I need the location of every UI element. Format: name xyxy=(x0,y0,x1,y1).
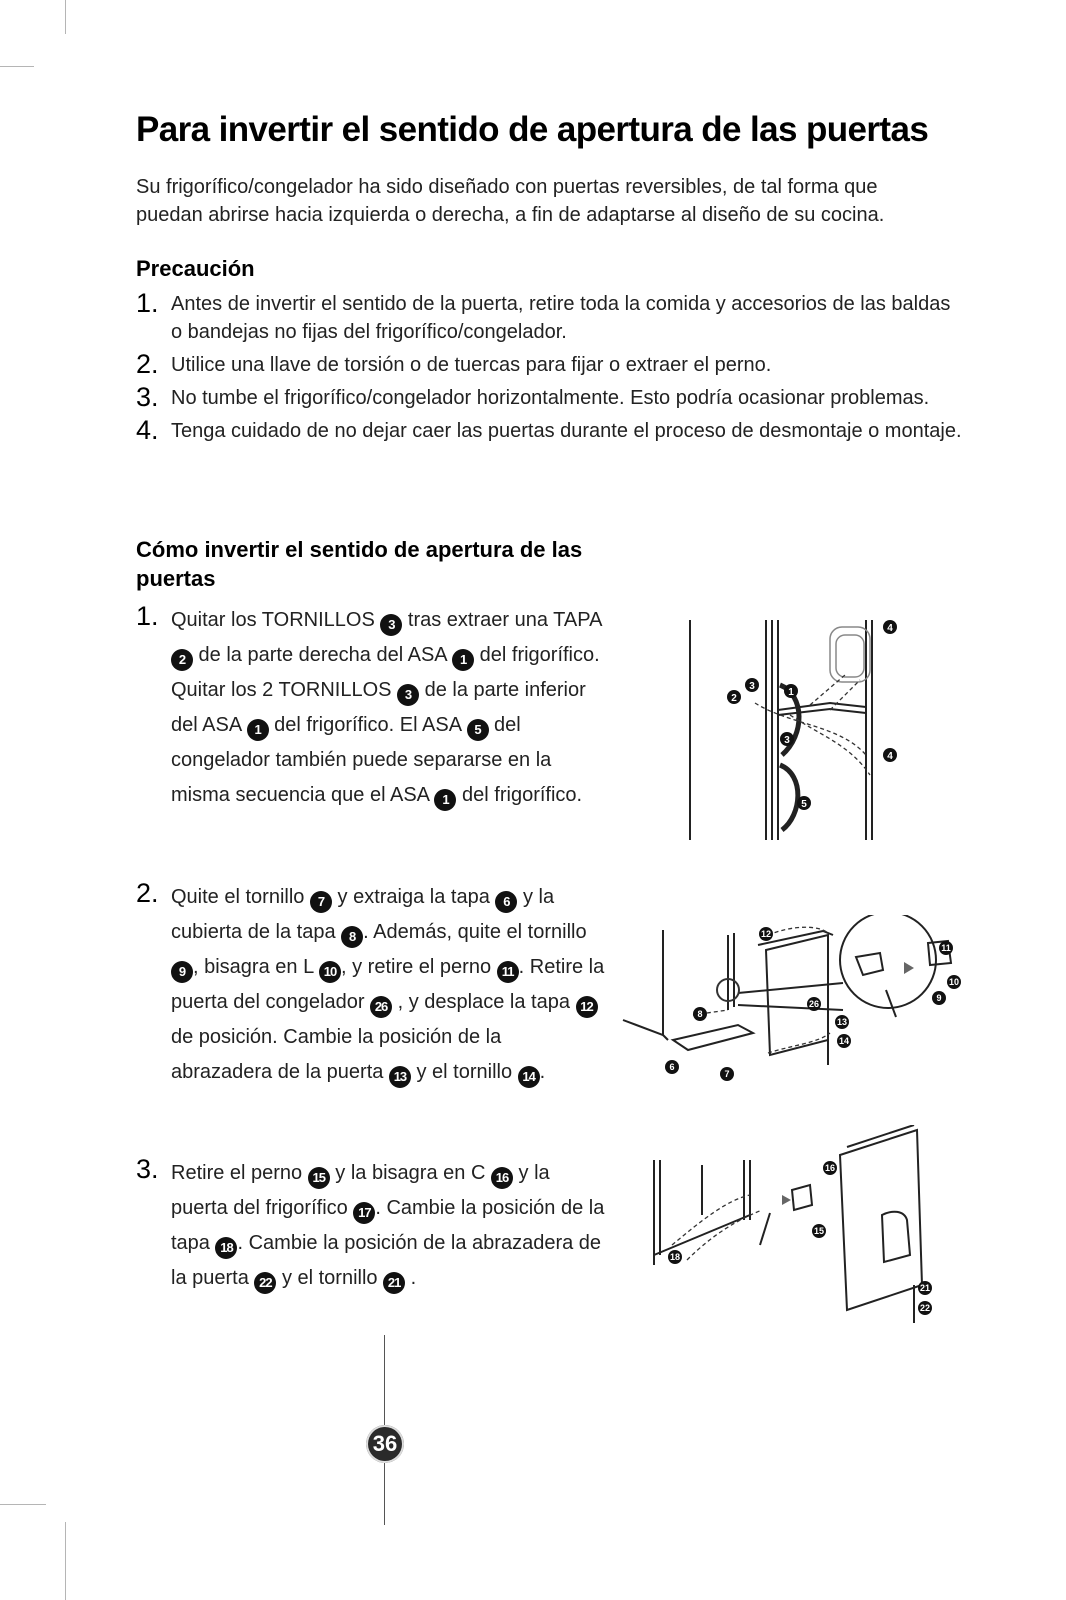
crop-mark xyxy=(0,1504,46,1505)
callout-label: 8 xyxy=(697,1009,703,1019)
callout-label: 22 xyxy=(919,1303,931,1313)
part-marker: 12 xyxy=(576,996,598,1018)
step-number: 1. xyxy=(136,601,159,631)
callout-label: 12 xyxy=(760,929,772,939)
caution-item xyxy=(136,417,966,445)
callout-label: 11 xyxy=(941,943,951,953)
item-text: Tenga cuidado de no dejar caer las puertas durante el proceso de desmontaje o montaje. xyxy=(171,420,962,442)
intro-paragraph: Su frigorífico/congelador ha sido diseñado con puertas reversibles, de tal forma que puedan abrirse hacia izquierda o derecha, a fin de adaptarse al diseño de su cocina. xyxy=(136,176,885,226)
part-marker: 1 xyxy=(434,789,456,811)
callout-label: 9 xyxy=(936,993,942,1003)
part-marker: 22 xyxy=(254,1272,276,1294)
part-marker: 14 xyxy=(518,1066,540,1088)
callout-label: 7 xyxy=(724,1069,730,1079)
part-marker: 10 xyxy=(319,961,341,983)
step-3 xyxy=(136,1156,606,1296)
part-marker: 21 xyxy=(383,1272,405,1294)
callout-label: 10 xyxy=(948,977,960,987)
part-marker: 3 xyxy=(380,614,402,636)
callout-label: 15 xyxy=(813,1226,825,1236)
step-text: Quite el tornillo 7 y extraiga la tapa 6 y la cubierta de la tapa 8 . Además, quite el tornillo 9 , bisagra en L 10 , y retire el perno 11 . Retire la puerta del congelador 26 , y desplace la tapa 12 de posición. Cambie la posición de la abrazadera de la puerta 13 y el tornillo 14 . xyxy=(136,880,606,1090)
caution-item xyxy=(136,351,966,379)
page-title: Para invertir el sentido de apertura de las puertas xyxy=(136,110,929,149)
step-text: Retire el perno 15 y la bisagra en C 16 y la puerta del frigorífico 17 . Cambie la posición de la tapa 18 . Cambie la posición de la abrazadera de la puerta 22 y el tornillo 21 . xyxy=(136,1156,606,1296)
callout-label: 14 xyxy=(838,1036,850,1046)
step-1 xyxy=(136,603,606,813)
part-marker: 1 xyxy=(452,649,474,671)
part-marker: 26 xyxy=(370,996,392,1018)
part-marker: 1 xyxy=(247,719,269,741)
callout-label: 16 xyxy=(824,1163,836,1173)
item-number: 3. xyxy=(136,382,159,412)
item-number: 1. xyxy=(136,288,159,318)
callout-label: 3 xyxy=(784,735,790,746)
part-marker: 5 xyxy=(467,719,489,741)
callout-label: 26 xyxy=(808,999,820,1009)
part-marker: 7 xyxy=(310,891,332,913)
crop-mark xyxy=(0,66,34,67)
item-text: No tumbe el frigorífico/congelador horizontalmente. Esto podría ocasionar problemas. xyxy=(171,387,930,409)
step-2 xyxy=(136,880,606,1090)
step-number: 2. xyxy=(136,878,159,908)
part-marker: 6 xyxy=(495,891,517,913)
item-text: Utilice una llave de torsión o de tuercas para fijar o extraer el perno. xyxy=(171,354,772,376)
callout-label: 21 xyxy=(919,1283,931,1293)
howto-heading: Cómo invertir el sentido de apertura de las puertas xyxy=(136,537,583,591)
callout-label: 4 xyxy=(887,623,893,634)
callout-label: 3 xyxy=(749,681,755,692)
part-marker: 18 xyxy=(215,1237,237,1259)
step-text: Quitar los TORNILLOS 3 tras extraer una TAPA 2 de la parte derecha del ASA 1 del frigorífico. Quitar los 2 TORNILLOS 3 de la parte inferior del ASA 1 del frigorífico. El ASA 5 del congelador también puede separarse en la misma secuencia que el ASA 1 del frigorífico. xyxy=(136,603,606,813)
fridge-door-figure xyxy=(642,1125,952,1335)
callout-label: 4 xyxy=(887,751,893,762)
callout-label: 18 xyxy=(669,1252,681,1262)
part-marker: 8 xyxy=(341,926,363,948)
caution-item xyxy=(136,384,966,412)
part-marker: 3 xyxy=(397,684,419,706)
callout-label: 5 xyxy=(801,799,807,810)
freezer-door-figure xyxy=(618,915,968,1085)
callout-label: 6 xyxy=(669,1062,675,1072)
part-marker: 15 xyxy=(308,1167,330,1189)
callout-label: 2 xyxy=(731,693,737,704)
item-text: Antes de invertir el sentido de la puerta, retire toda la comida y accesorios de las baldas o bandejas no fijas del frigorífico/congelador. xyxy=(171,293,951,343)
handle-removal-figure xyxy=(680,615,920,845)
part-marker: 16 xyxy=(491,1167,513,1189)
part-marker: 11 xyxy=(497,961,519,983)
caution-heading: Precaución xyxy=(136,256,255,281)
callout-label: 1 xyxy=(788,687,794,698)
item-number: 4. xyxy=(136,415,159,445)
page-number: 36 xyxy=(366,1425,404,1463)
item-number: 2. xyxy=(136,349,159,379)
step-number: 3. xyxy=(136,1154,159,1184)
callout-label: 13 xyxy=(836,1017,848,1027)
part-marker: 13 xyxy=(389,1066,411,1088)
part-marker: 9 xyxy=(171,961,193,983)
part-marker: 2 xyxy=(171,649,193,671)
part-marker: 17 xyxy=(353,1202,375,1224)
caution-list xyxy=(136,290,966,450)
crop-mark xyxy=(65,1522,66,1600)
caution-item xyxy=(136,290,966,346)
crop-mark xyxy=(65,0,66,34)
